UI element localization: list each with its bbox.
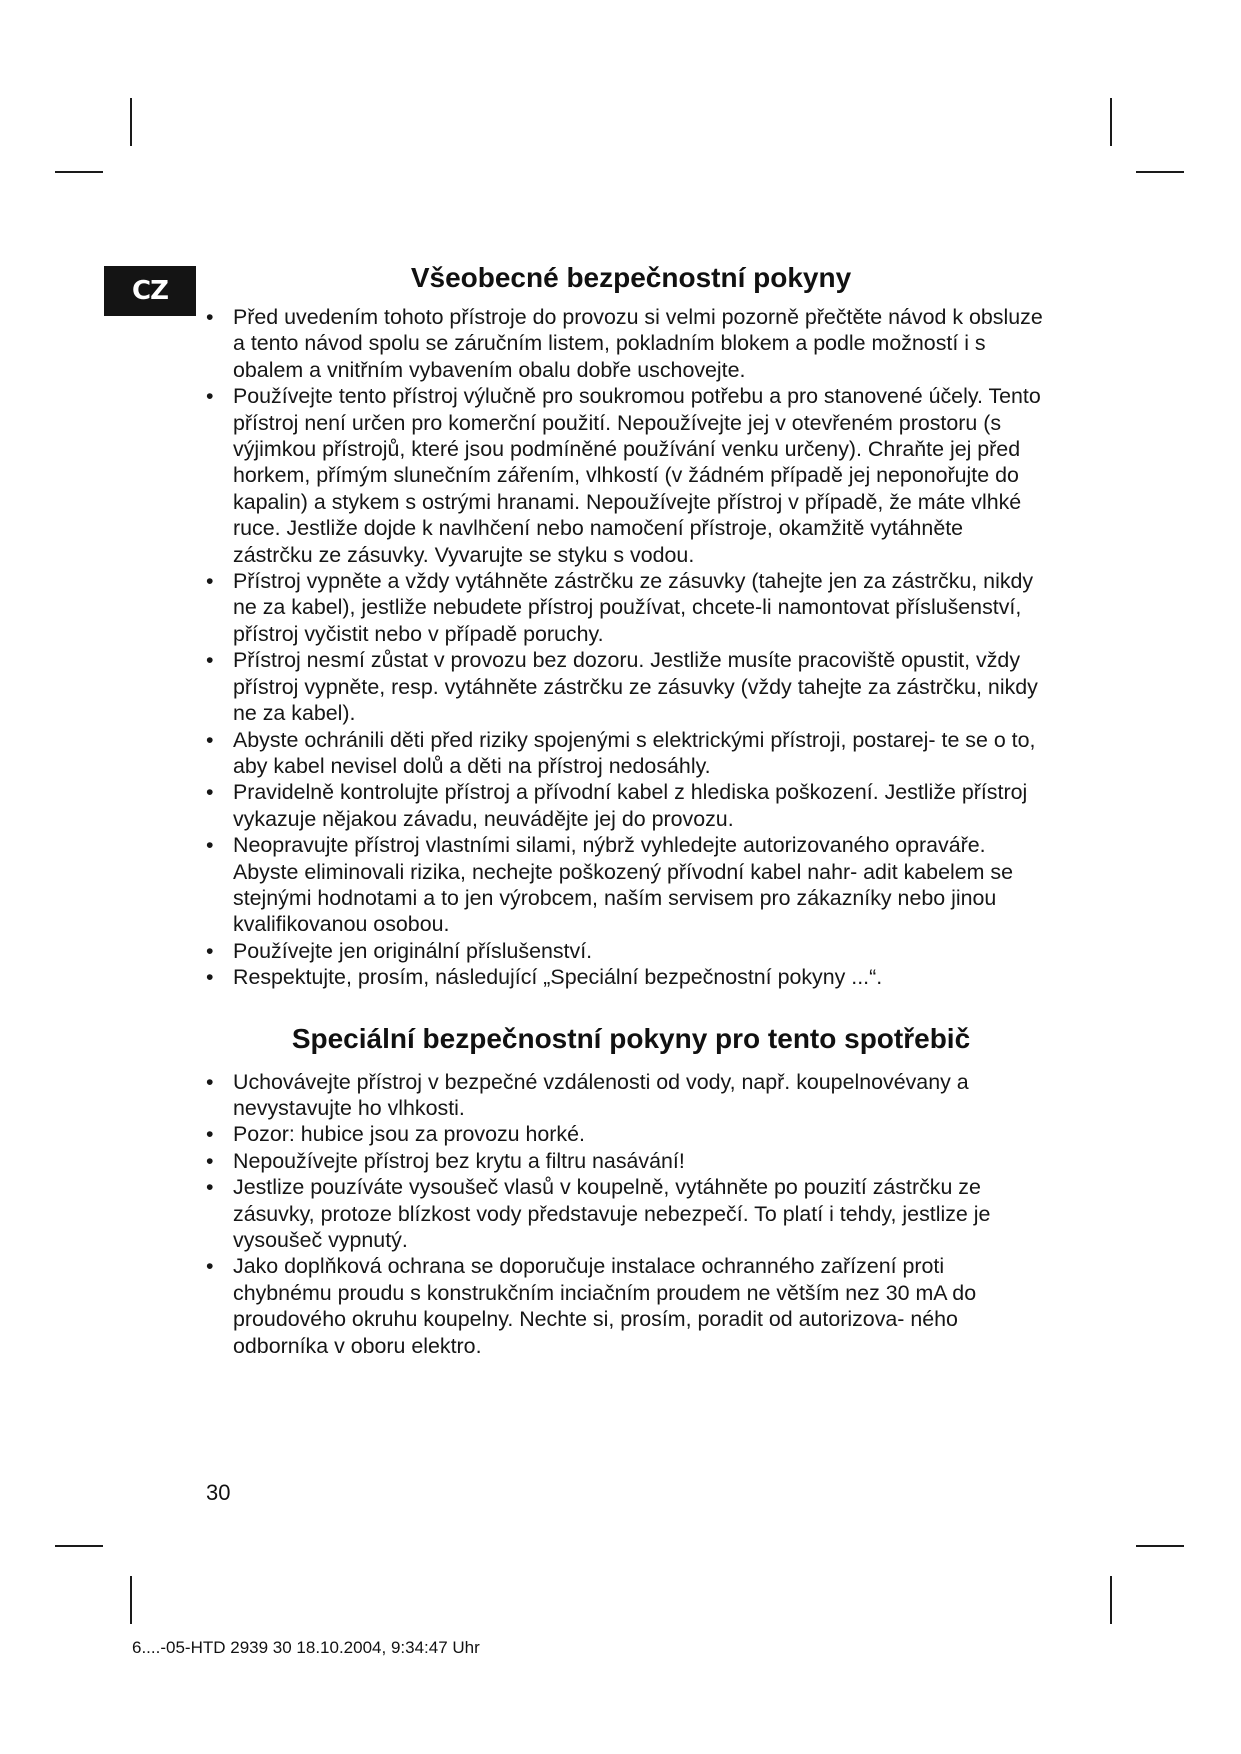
- section-special-title: Speciální bezpečnostní pokyny pro tento spotřebič: [291, 1022, 971, 1054]
- list-item: • Pravidelně kontrolujte přístroj a přívodní kabel z hlediska poškození. Jestliže přístroj vykazuje nějakou závadu, neuvádějte jej do provozu.: [206, 780, 1028, 831]
- bullet: •: [206, 569, 214, 594]
- bullet: •: [206, 1148, 214, 1173]
- list-item: • Pozor: hubice jsou za provozu horké.: [206, 1122, 585, 1147]
- list-item: • Neopravujte přístroj vlastními silami, nýbrž vyhledejte autorizovaného opraváře. Abyste eliminovali rizika, nechejte poškozený přívodní kabel nahr- adit kabelem se stejnými hodnotami a to jen výrobcem, naším servisem pro zákazníky nebo jinou kvalifikovanou osobou.: [206, 833, 1013, 937]
- list-item: • Používejte tento přístroj výlučně pro soukromou potřebu a pro stanovené účely. Tento přístroj není určen pro komerční použití. Nepoužívejte jej v otevřeném prostoru (s výjimkou přístrojů, které jsou podmíněné používání venku určeny). Chraňte jej před horkem, přímým slunečním zářením, vlhkostí (v žádném případě jej neponořujte do kapalin) a stykem s ostrými hranami. Nepoužívejte přístroj v případě, že máte vlhké ruce. Jestliže dojde k navlhčení nebo namočení přístroje, okamžitě vytáhněte zástrčku ze zásuvky. Vyvarujte se styku s vodou.: [206, 384, 1041, 567]
- crop-mark-bottom-left-vertical: [130, 1576, 132, 1624]
- list-item: • Před uvedením tohoto přístroje do provozu si velmi pozorně přečtěte návod k obsluze a tento návod spolu se záručním listem, pokladním blokem a podle možností i s obalem a vnitřním vybavením obalu dobře uschovejte.: [206, 305, 1043, 382]
- list-item: • Používejte jen originální příslušenství.: [206, 938, 593, 963]
- bullet: •: [206, 1254, 214, 1279]
- bullet: •: [206, 1069, 214, 1094]
- crop-mark-top-right-vertical: [1110, 98, 1112, 146]
- list-item: • Přístroj vypněte a vždy vytáhněte zástrčku ze zásuvky (tahejte jen za zástrčku, nikdy ne za kabel), jestliže nebudete přístroj používat, chcete-li namontovat příslušenství, přístroj vyčistit nebo v případě poruchy.: [206, 569, 1034, 646]
- bullet: •: [206, 965, 214, 990]
- page-number: 30: [206, 1480, 231, 1505]
- crop-mark-bottom-right-vertical: [1110, 1576, 1112, 1624]
- page-content: [206, 258, 1056, 1359]
- bullet: •: [206, 305, 214, 329]
- bullet: •: [206, 1122, 214, 1147]
- bullet: •: [206, 1175, 214, 1200]
- crop-mark-bottom-right-horizontal: [1136, 1545, 1184, 1547]
- list-item: • Přístroj nesmí zůstat v provozu bez dozoru. Jestliže musíte pracoviště opustit, vždy přístroj vypněte, resp. vytáhněte zástrčku ze zásuvky (vždy tahejte za zástrčku, nikdy ne za kabel).: [206, 648, 1038, 726]
- language-tab: CZ: [104, 266, 196, 316]
- bullet: •: [206, 727, 214, 752]
- bullet: •: [206, 938, 214, 963]
- crop-mark-bottom-left-horizontal: [55, 1545, 103, 1547]
- list-item: • Uchovávejte přístroj v bezpečné vzdálenosti od vody, např. koupelnovévany a nevystavujte ho vlhkosti.: [206, 1069, 969, 1120]
- list-item: • Jako doplňková ochrana se doporučuje instalace ochranného zařízení proti chybnému proudu s konstrukčním inciačním proudem ne větším nez 30 mA do proudového okruhu koupelny. Nechte si, prosím, poradit od autorizova- ného odborníka v oboru elektro.: [206, 1254, 977, 1358]
- bullet: •: [206, 833, 214, 858]
- print-footer: 6....-05-HTD 2939 30 18.10.2004, 9:34:47 Uhr: [132, 1638, 480, 1657]
- crop-mark-top-left-horizontal: [55, 171, 103, 173]
- special-safety-list: [206, 1069, 1056, 1359]
- list-item: • Abyste ochránili děti před riziky spojenými s elektrickými přístroji, postarej- te se o to, aby kabel nevisel dolů a děti na přístroj nedosáhly.: [206, 727, 1036, 778]
- bullet: •: [206, 648, 214, 673]
- bullet: •: [206, 384, 214, 409]
- crop-mark-top-left-vertical: [130, 98, 132, 146]
- list-item: • Jestlize pouzíváte vysoušeč vlasů v koupelně, vytáhněte po pouzití zástrčku ze zásuvky, protoze blízkost vody představuje nebezpečí. To platí i tehdy, jestlize je vysoušeč vypnutý.: [206, 1175, 991, 1252]
- list-item: • Respektujte, prosím, následující „Speciální bezpečnostní pokyny ...“.: [206, 965, 883, 990]
- crop-mark-top-right-horizontal: [1136, 171, 1184, 173]
- section-general-title: Všeobecné bezpečnostní pokyny: [410, 262, 852, 293]
- list-item: • Nepoužívejte přístroj bez krytu a filtru nasávání!: [206, 1148, 685, 1173]
- general-safety-list: [206, 304, 1056, 991]
- bullet: •: [206, 780, 214, 805]
